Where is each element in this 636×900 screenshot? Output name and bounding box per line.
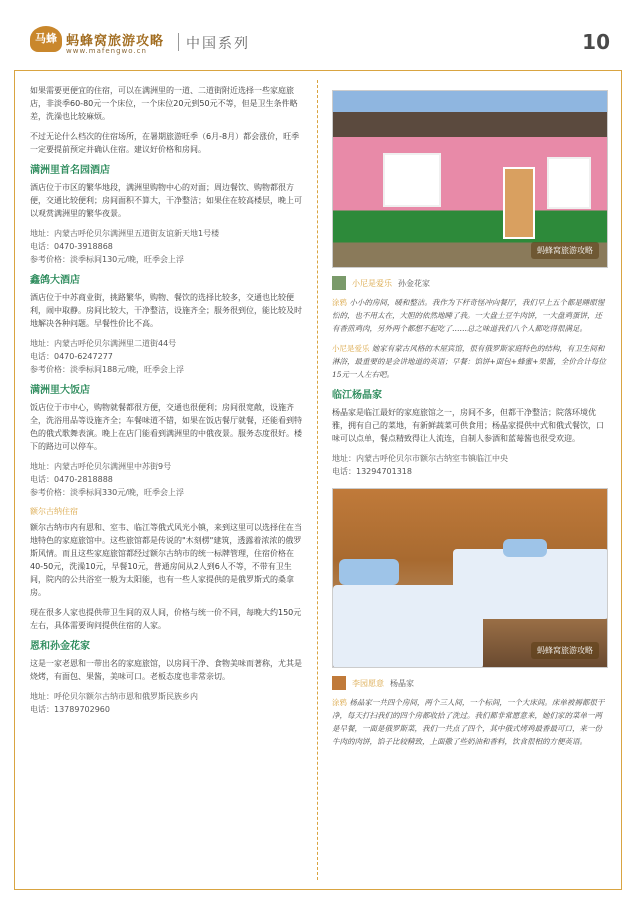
photo-watermark: 蚂蜂窝旅游攻略 [531, 242, 599, 259]
hotel-description: 饭店位于市中心，购物就餐都很方便，交通也很便利；房间很宽敞，设施齐全，洗浴用品等设施齐全；车餐味道不错，如果在饭店餐厅就餐，还能看到特色的俄式歌舞表演。晚上在店门能看到满洲里的中俄夜景。服务态度很好。楼下的路边可以停车。 [30, 403, 302, 451]
review-text [332, 342, 608, 381]
page-header [0, 0, 636, 62]
hotel-phone: 电话：13294701318 [332, 467, 412, 476]
hotel-price: 参考价格：淡季标间130元/晚，旺季会上浮 [30, 255, 184, 264]
hotel-title: 恩和孙金花家 [30, 641, 90, 652]
photo-door [503, 167, 535, 239]
photo-window [547, 157, 591, 209]
hotel-phone: 电话：13789702960 [30, 705, 110, 714]
hotel-title: 临江杨晶家 [332, 390, 382, 401]
review-tag: 涂鸦 [332, 298, 347, 307]
page-number: 10 [582, 30, 610, 54]
intro-paragraph-2: 不过无论什么档次的住宿场所，在暑期旅游旺季（6月-8月）都会涨价，旺季一定要提前预定并确认住宿。建议好价格和房间。 [30, 132, 300, 154]
review-user[interactable]: 小尼是爱乐 [332, 344, 370, 353]
photo-pillow [503, 539, 547, 557]
caption-user[interactable]: 李园愿意 [352, 678, 384, 688]
photo-watermark: 蚂蜂窝旅游攻略 [531, 642, 599, 659]
caption-place: 孙金花家 [398, 278, 430, 288]
hotel-address: 地址：内蒙古呼伦贝尔满洲里中苏街9号 [30, 462, 172, 471]
review-body: 小小的房间，暖和整洁。我作为下杆奇怪冲向餐厅，我们早上五个都是睡眼惺忪的，也不用太在，大胆的依然地睡了我。一大盘土豆牛肉饼，一大盘鸡蛋饼，还有香煎鸡肉，另外两个都想不起吃了……总之味道我们八个人都吃得很满足。 [332, 298, 605, 333]
hotel-phone: 电话：0470-3918868 [30, 242, 113, 251]
hotel-address: 地址：呼伦贝尔额尔古纳市恩和俄罗斯民族乡内 [30, 692, 198, 701]
section-paragraph-1: 额尔古纳市内有恩和、室韦、临江等俄式风光小镇，来到这里可以选择住在当地特色的家庭旅馆中。这些旅馆都是传说的"木刻楞"建筑，透露着浓浓的俄罗斯风情。而且这些家庭旅馆都经过额尔古纳市的统一标牌管理，住宿价格在40-50元，洗澡10元，早餐10元，普通房间从2人到6人不等，不带有卫生间，院内的公共浴室一般为太阳能，也有一些人家提供的是俄罗斯式的桑拿房。 [30, 523, 302, 597]
column-divider [317, 80, 318, 880]
intro-paragraph-1: 如果需要更便宜的住宿，可以在满洲里的一道、二道街附近选择一些家庭旅店，非淡季60-80元一个床位，一个床位20元到50元不等，但是卫生条件略差，洗澡也比较麻烦。 [30, 86, 298, 121]
header-separator [178, 33, 179, 51]
user-avatar [332, 676, 346, 690]
review-text [332, 696, 608, 748]
section-paragraph-2: 现在很多人家也提供带卫生间的双人间，价格与统一价不同，每晚大约150元左右，具体需要询问提供住宿的人家。 [30, 608, 302, 630]
hotel-address: 地址：内蒙古呼伦贝尔满洲里二道街44号 [30, 339, 177, 348]
section-title: 额尔古纳住宿 [30, 507, 78, 516]
photo-bed [453, 549, 608, 619]
photo-caption [332, 676, 608, 690]
photo-window [383, 153, 441, 207]
hotel-price: 参考价格：淡季标间188元/晚，旺季会上浮 [30, 365, 184, 374]
brand-name: 蚂蜂窝旅游攻略 [66, 34, 165, 49]
left-column [30, 84, 306, 716]
series-title: 中国系列 [186, 36, 250, 52]
hotel-phone: 电话：0470-2818888 [30, 475, 113, 484]
hotel-title: 鑫鸽大酒店 [30, 275, 80, 286]
house-photo [332, 90, 608, 268]
photo-pillow [339, 559, 399, 585]
hotel-title: 满洲里大饭店 [30, 385, 90, 396]
hotel-address: 地址：内蒙古呼伦贝尔市额尔古纳室韦镇临江中央 [332, 454, 508, 463]
user-avatar [332, 276, 346, 290]
review-text [332, 296, 608, 335]
hotel-phone: 电话：0470-6247277 [30, 352, 113, 361]
room-photo [332, 488, 608, 668]
brand-url: www.mafengwo.cn [66, 47, 147, 55]
hotel-description: 酒店位于市区的繁华地段，满洲里购物中心的对面；周边餐饮、购物都很方便，交通比较便利；房间面积不算大，干净整洁；如果住在较高楼层，晚上可以观赏满洲里的繁华夜景。 [30, 183, 302, 218]
hotel-title: 满洲里首名园酒店 [30, 165, 110, 176]
caption-user[interactable]: 小尼是爱乐 [352, 278, 392, 288]
hotel-price: 参考价格：淡季标间330元/晚，旺季会上浮 [30, 488, 184, 497]
photo-caption [332, 276, 608, 290]
hotel-description: 这是一家老恩和一带出名的家庭旅馆，以房间干净、食物美味而著称，尤其是烧烤，有面包、果酱，美味可口。老板态度也非常亲切。 [30, 659, 302, 681]
review-tag: 涂鸦 [332, 698, 347, 707]
brand-logo-icon: 马蜂 [30, 26, 62, 52]
review-body: 杨晶家一共四个房间，两个三人间，一个标间，一个大床间。床单被褥都很干净，每天打扫我们的四个房都收拾了洗过。我们都非常愿意来，她们家的菜单一两是早餐，一面是俄罗斯菜，我们一共点了四个，其中俄式烤鸡最香最可口，来一份牛肉的肉饼，馅子比较精致，上面撒了些奶油和香料，饮食很相的方便英语。 [332, 698, 605, 746]
hotel-address: 地址：内蒙古呼伦贝尔满洲里五道街友谊新天地1号楼 [30, 229, 220, 238]
review-body: 她家有蒙古风格的木屋宾馆，很有俄罗斯家庭特色的结构，有卫生间和淋浴，最重要的是会讲地道的英语；早餐：馅饼+面包+蜂蜜+果酱，全价合计每位15元一人左右吧。 [332, 344, 606, 379]
caption-place: 杨晶家 [390, 678, 414, 688]
hotel-description: 酒店位于中苏商业街，挑路繁华，购物、餐饮的选择比较多，交通也比较便利，闹中取静。房间比较大，干净整洁，设施齐全；服务很到位，能比较及时地解决各种问题。早餐性价比不高。 [30, 293, 302, 328]
right-column [332, 90, 608, 755]
hotel-description: 杨晶家是临江最好的家庭旅馆之一，房间不多，但都干净整洁；院落环境优雅，拥有自己的菜地，有新鲜蔬菜可供食用；杨晶家提供中式和俄式餐饮，口味可以点单，餐点精致得让人流连，自制人参酒和蓝莓酱也很受欢迎。 [332, 408, 604, 443]
